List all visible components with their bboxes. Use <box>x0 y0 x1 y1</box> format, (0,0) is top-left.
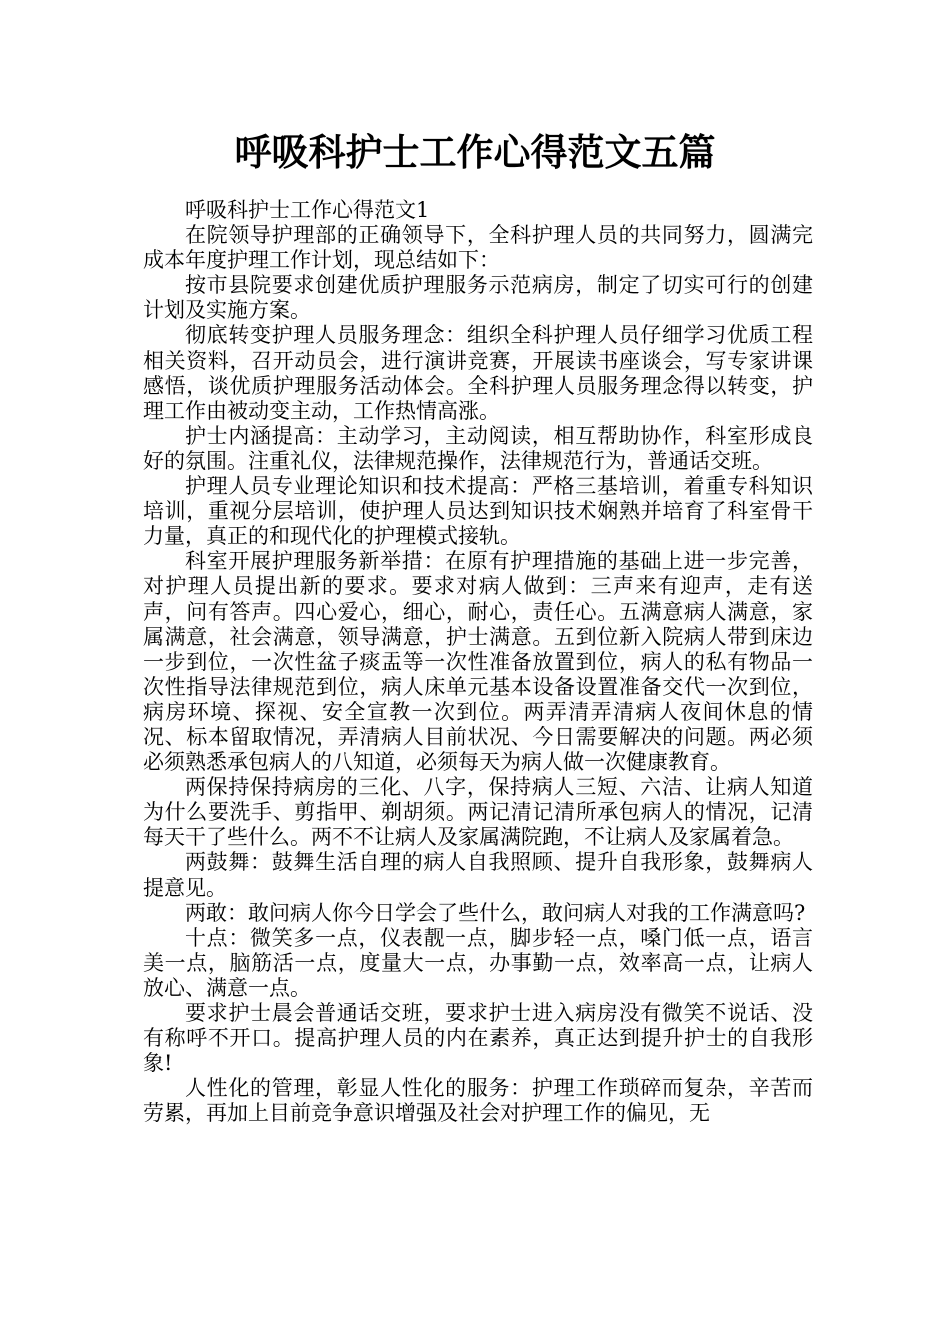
paragraph: 两保持保持病房的三化、八字，保持病人三短、六洁、让病人知道为什么要洗手、剪指甲、剃胡须。两记清记清所承包病人的情况，记清每天干了些什么。两不不让病人及家属满院跑，不让病人及家属着急。 <box>143 775 813 850</box>
paragraph: 彻底转变护理人员服务理念：组织全科护理人员仔细学习优质工程相关资料，召开动员会，进行演讲竞赛，开展读书座谈会，写专家讲课感悟，谈优质护理服务活动体会。全科护理人员服务理念得以转变，护理工作由被动变主动，工作热情高涨。 <box>143 323 813 423</box>
paragraph: 两鼓舞：鼓舞生活自理的病人自我照顾、提升自我形象，鼓舞病人提意见。 <box>143 850 813 900</box>
paragraph: 十点：微笑多一点，仪表靓一点，脚步轻一点，嗓门低一点，语言美一点，脑筋活一点，度量大一点，办事勤一点，效率高一点，让病人放心、满意一点。 <box>143 925 813 1000</box>
document-body <box>143 198 813 1126</box>
paragraph: 护理人员专业理论知识和技术提高：严格三基培训，着重专科知识培训，重视分层培训，使护理人员达到知识技术娴熟并培育了科室骨干力量，真正的和现代化的护理模式接轨。 <box>143 474 813 549</box>
paragraph: 护士内涵提高：主动学习，主动阅读，相互帮助协作，科室形成良好的氛围。注重礼仪，法律规范操作，法律规范行为，普通话交班。 <box>143 423 813 473</box>
document-title: 呼吸科护士工作心得范文五篇 <box>234 130 716 174</box>
paragraph: 按市县院要求创建优质护理服务示范病房，制定了切实可行的创建计划及实施方案。 <box>143 273 813 323</box>
paragraph: 人性化的管理，彰显人性化的服务：护理工作琐碎而复杂，辛苦而劳累，再加上目前竞争意识增强及社会对护理工作的偏见，无 <box>143 1076 813 1126</box>
section-heading: 呼吸科护士工作心得范文1 <box>185 198 430 222</box>
paragraph: 要求护士晨会普通话交班，要求护士进入病房没有微笑不说话、没有称呼不开口。提高护理人员的内在素养，真正达到提升护士的自我形象! <box>143 1001 813 1076</box>
paragraph: 两敢：敢问病人你今日学会了些什么，敢问病人对我的工作满意吗? <box>185 900 806 925</box>
paragraph: 科室开展护理服务新举措：在原有护理措施的基础上进一步完善，对护理人员提出新的要求。要求对病人做到：三声来有迎声，走有送声，问有答声。四心爱心，细心，耐心，责任心。五满意病人满意，家属满意，社会满意，领导满意，护士满意。五到位新入院病人带到床边一步到位，一次性盆子痰盂等一次性准备放置到位，病人的私有物品一次性指导法律规范到位，病人床单元基本设备设置准备交代一次到位，病房环境、探视、安全宣教一次到位。两弄清弄清病人夜间休息的情况、标本留取情况，弄清病人目前状况、今日需要解决的问题。两必须必须熟悉承包病人的八知道，必须每天为病人做一次健康教育。 <box>143 549 813 775</box>
paragraph: 在院领导护理部的正确领导下，全科护理人员的共同努力，圆满完成本年度护理工作计划，现总结如下： <box>143 223 813 273</box>
